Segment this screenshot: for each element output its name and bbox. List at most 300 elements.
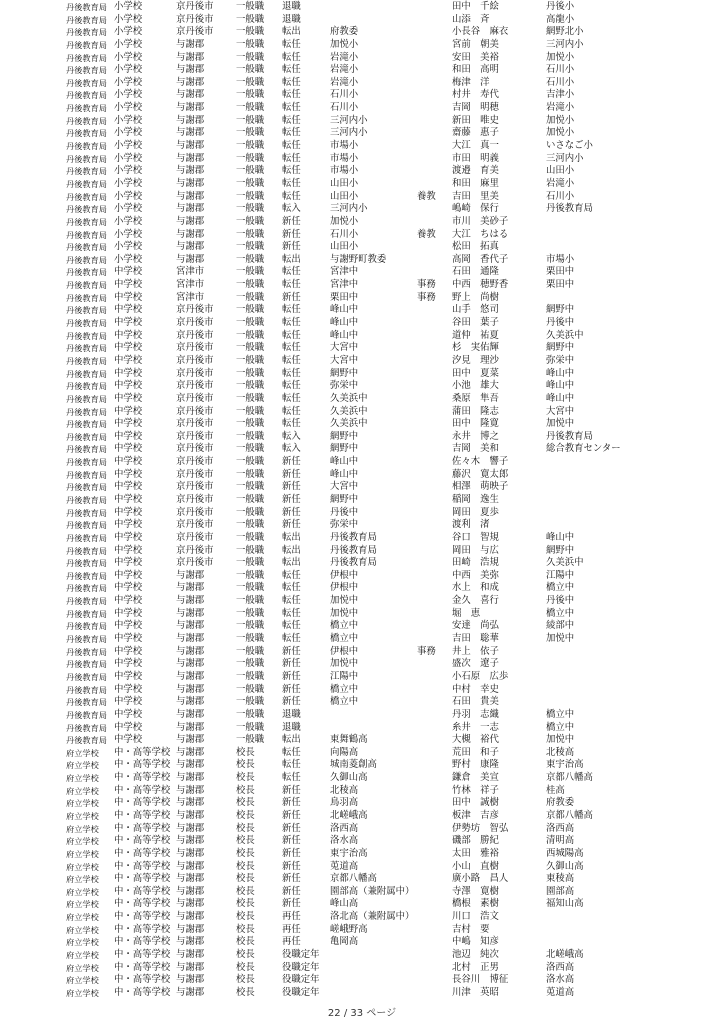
cell-person-name: 小長谷 麻衣: [452, 26, 509, 38]
cell-job-type: 一般職: [236, 607, 265, 619]
cell-office: 府立学校: [66, 785, 99, 796]
cell-school-type: 中・高等学校: [114, 873, 171, 885]
cell-transfer-type: 転任: [282, 266, 301, 278]
cell-transfer-type: 転任: [282, 595, 301, 607]
cell-school-type: 中・高等学校: [114, 772, 171, 784]
cell-office: 丹後教育局: [66, 153, 107, 164]
table-row: [0, 304, 724, 317]
table-row: [0, 861, 724, 874]
cell-office: 丹後教育局: [66, 318, 107, 329]
cell-role: 養教: [417, 190, 436, 202]
cell-office: 丹後教育局: [66, 77, 107, 88]
cell-new-post: 加悦小: [330, 38, 359, 50]
cell-office: 丹後教育局: [66, 532, 107, 543]
cell-municipality: 与謝郡: [176, 102, 205, 114]
cell-transfer-type: 転出: [282, 544, 301, 556]
cell-school-type: 中・高等学校: [114, 961, 171, 973]
cell-transfer-type: 新任: [282, 670, 301, 682]
cell-office: 丹後教育局: [66, 621, 107, 632]
cell-person-name: 中西 穂野香: [452, 279, 509, 291]
cell-job-type: 一般職: [236, 506, 265, 518]
cell-municipality: 宮津市: [176, 266, 205, 278]
cell-school-type: 中学校: [114, 696, 143, 708]
cell-school-type: 中・高等学校: [114, 860, 171, 872]
table-row: [0, 330, 724, 343]
cell-person-name: 大槻 裕代: [452, 734, 499, 746]
cell-previous-post: 弥栄中: [546, 354, 575, 366]
cell-municipality: 京丹後市: [176, 13, 214, 25]
cell-person-name: 梅津 洋: [452, 76, 490, 88]
cell-school-type: 中・高等学校: [114, 784, 171, 796]
cell-person-name: 松田 拓真: [452, 241, 499, 253]
cell-school-type: 中学校: [114, 683, 143, 695]
cell-job-type: 一般職: [236, 76, 265, 88]
cell-transfer-type: 転任: [282, 127, 301, 139]
cell-person-name: 小石原 広歩: [452, 670, 509, 682]
cell-new-post: 洛北高（兼附属中）: [330, 911, 415, 923]
cell-person-name: 安達 尚弘: [452, 620, 499, 632]
cell-new-post: 三河内小: [330, 114, 368, 126]
cell-school-type: 中・高等学校: [114, 810, 171, 821]
table-row: [0, 64, 724, 77]
cell-person-name: 廣小路 昌人: [452, 873, 509, 885]
cell-transfer-type: 転任: [282, 405, 301, 417]
cell-school-type: 中学校: [114, 317, 143, 329]
cell-job-type: 一般職: [236, 317, 265, 329]
cell-previous-post: 橋立中: [546, 582, 575, 594]
table-row: [0, 532, 724, 545]
cell-job-type: 一般職: [236, 1, 265, 12]
cell-transfer-type: 新任: [282, 696, 301, 708]
cell-municipality: 与謝郡: [176, 203, 205, 215]
cell-transfer-type: 転任: [282, 165, 301, 177]
cell-new-post: 橋立中: [330, 683, 359, 695]
cell-new-post: 峰山中: [330, 456, 359, 468]
cell-transfer-type: 退職: [282, 721, 301, 733]
cell-job-type: 一般職: [236, 696, 265, 708]
cell-municipality: 与謝郡: [176, 51, 205, 63]
cell-person-name: 丹羽 志織: [452, 708, 499, 720]
cell-transfer-type: 転任: [282, 392, 301, 404]
cell-new-post: 橋立中: [330, 696, 359, 708]
table-row: [0, 507, 724, 520]
cell-person-name: 石田 貴美: [452, 696, 499, 708]
cell-school-type: 中学校: [114, 531, 143, 543]
table-row: [0, 962, 724, 975]
cell-school-type: 中学校: [114, 569, 143, 581]
cell-person-name: 中西 美弥: [452, 569, 499, 581]
cell-person-name: 宮前 朝美: [452, 38, 499, 50]
cell-job-type: 一般職: [236, 734, 265, 746]
cell-school-type: 中・高等学校: [114, 974, 171, 986]
cell-job-type: 一般職: [236, 228, 265, 240]
cell-person-name: 北村 正男: [452, 961, 499, 973]
cell-school-type: 中学校: [114, 443, 143, 455]
cell-job-type: 一般職: [236, 367, 265, 379]
cell-transfer-type: 新任: [282, 468, 301, 480]
cell-previous-post: 久美浜中: [546, 557, 584, 569]
cell-job-type: 校長: [236, 746, 255, 758]
cell-new-post: 丹後教育局: [330, 544, 377, 556]
cell-new-post: 山田小: [330, 177, 359, 189]
cell-previous-post: 岩滝小: [546, 177, 575, 189]
cell-municipality: 与謝郡: [176, 835, 205, 847]
cell-previous-post: 加悦中: [546, 633, 575, 645]
cell-person-name: 新田 唯史: [452, 114, 499, 126]
cell-school-type: 中・高等学校: [114, 936, 171, 948]
table-row: [0, 987, 724, 1000]
cell-school-type: 小学校: [114, 127, 143, 139]
table-row: [0, 191, 724, 204]
cell-job-type: 一般職: [236, 468, 265, 480]
cell-job-type: 校長: [236, 974, 255, 986]
cell-person-name: 橋根 素樹: [452, 898, 499, 910]
cell-role: 事務: [417, 279, 436, 291]
cell-previous-post: 網野北小: [546, 26, 584, 38]
cell-new-post: 網野中: [330, 443, 359, 455]
cell-office: 丹後教育局: [66, 709, 107, 720]
cell-office: 府立学校: [66, 975, 99, 986]
table-row: [0, 178, 724, 191]
cell-person-name: 藤沢 寛太郎: [452, 468, 509, 480]
cell-office: 丹後教育局: [66, 141, 107, 152]
table-row: [0, 924, 724, 937]
cell-job-type: 校長: [236, 797, 255, 809]
cell-previous-post: 市場小: [546, 253, 575, 265]
cell-office: 府立学校: [66, 811, 99, 821]
cell-person-name: 村井 寿代: [452, 89, 499, 101]
cell-person-name: 谷田 葉子: [452, 317, 499, 329]
cell-transfer-type: 新任: [282, 456, 301, 468]
cell-person-name: 中村 幸史: [452, 683, 499, 695]
cell-person-name: 鎌倉 美宣: [452, 772, 499, 784]
cell-municipality: 宮津市: [176, 291, 205, 303]
cell-school-type: 中学校: [114, 721, 143, 733]
cell-office: 丹後教育局: [66, 103, 107, 114]
cell-school-type: 小学校: [114, 1, 143, 12]
cell-office: 丹後教育局: [66, 27, 107, 38]
cell-person-name: 水上 和成: [452, 582, 499, 594]
cell-municipality: 京丹後市: [176, 493, 214, 505]
cell-municipality: 京丹後市: [176, 329, 214, 341]
cell-person-name: 荒田 和子: [452, 746, 499, 758]
cell-person-name: 石田 通隆: [452, 266, 499, 278]
cell-new-post: 莵道高: [330, 860, 359, 872]
cell-person-name: 田中 隆寛: [452, 418, 499, 430]
cell-person-name: 吉村 要: [452, 923, 490, 935]
cell-person-name: 市田 明義: [452, 152, 499, 164]
cell-new-post: 石川小: [330, 89, 359, 101]
cell-new-post: 久美浜中: [330, 405, 368, 417]
cell-municipality: 京丹後市: [176, 481, 214, 493]
cell-transfer-type: 新任: [282, 493, 301, 505]
cell-person-name: 齋藤 惠子: [452, 127, 499, 139]
cell-school-type: 小学校: [114, 215, 143, 227]
cell-person-name: 堀 恵: [452, 607, 481, 619]
cell-previous-post: 丹後教育局: [546, 430, 593, 442]
cell-transfer-type: 転任: [282, 140, 301, 152]
table-row: [0, 545, 724, 558]
cell-job-type: 校長: [236, 949, 255, 961]
cell-job-type: 一般職: [236, 177, 265, 189]
table-row: [0, 431, 724, 444]
cell-new-post: 園部高（兼附属中）: [330, 885, 415, 897]
cell-school-type: 中学校: [114, 493, 143, 505]
cell-transfer-type: 転任: [282, 759, 301, 771]
cell-office: 府立学校: [66, 836, 99, 847]
cell-new-post: 亀岡高: [330, 936, 359, 948]
cell-transfer-type: 転任: [282, 64, 301, 76]
cell-job-type: 一般職: [236, 519, 265, 531]
table-row: [0, 785, 724, 798]
cell-job-type: 一般職: [236, 443, 265, 455]
cell-job-type: 一般職: [236, 670, 265, 682]
table-row: [0, 39, 724, 52]
cell-previous-post: 丹後中: [546, 595, 575, 607]
cell-office: 丹後教育局: [66, 608, 107, 619]
cell-transfer-type: 新任: [282, 847, 301, 859]
cell-school-type: 小学校: [114, 228, 143, 240]
cell-transfer-type: 新任: [282, 291, 301, 303]
cell-transfer-type: 新任: [282, 885, 301, 897]
cell-new-post: 加悦中: [330, 595, 359, 607]
cell-office: 丹後教育局: [66, 545, 107, 556]
cell-school-type: 小学校: [114, 51, 143, 63]
cell-office: 丹後教育局: [66, 191, 107, 202]
cell-municipality: 与謝郡: [176, 949, 205, 961]
cell-transfer-type: 新任: [282, 835, 301, 847]
cell-person-name: 寺澤 寛樹: [452, 885, 499, 897]
cell-job-type: 一般職: [236, 569, 265, 581]
cell-municipality: 与謝郡: [176, 620, 205, 632]
cell-transfer-type: 転任: [282, 582, 301, 594]
cell-municipality: 与謝郡: [176, 64, 205, 76]
cell-office: 丹後教育局: [66, 671, 107, 682]
cell-school-type: 小学校: [114, 26, 143, 38]
cell-office: 丹後教育局: [66, 583, 107, 594]
table-row: [0, 646, 724, 659]
cell-previous-post: 加悦中: [546, 734, 575, 746]
cell-new-post: 山田小: [330, 241, 359, 253]
table-row: [0, 127, 724, 140]
cell-school-type: 中学校: [114, 519, 143, 531]
cell-transfer-type: 転出: [282, 557, 301, 569]
table-row: [0, 368, 724, 381]
cell-new-post: 東舞鶴高: [330, 734, 368, 746]
cell-new-post: 橋立中: [330, 633, 359, 645]
cell-municipality: 与謝郡: [176, 746, 205, 758]
cell-municipality: 与謝郡: [176, 645, 205, 657]
table-row: [0, 797, 724, 810]
cell-new-post: 鳥羽高: [330, 797, 359, 809]
cell-office: 丹後教育局: [66, 684, 107, 695]
cell-previous-post: 丹後小: [546, 1, 575, 12]
cell-school-type: 中学校: [114, 595, 143, 607]
cell-previous-post: 石川小: [546, 64, 575, 76]
table-row: [0, 216, 724, 229]
cell-new-post: 向陽高: [330, 746, 359, 758]
table-row: [0, 266, 724, 279]
cell-new-post: 伊根中: [330, 569, 359, 581]
cell-job-type: 校長: [236, 860, 255, 872]
cell-new-post: 久美浜中: [330, 418, 368, 430]
cell-new-post: 加悦中: [330, 607, 359, 619]
cell-municipality: 与謝郡: [176, 772, 205, 784]
cell-job-type: 一般職: [236, 392, 265, 404]
table-row: [0, 823, 724, 836]
cell-transfer-type: 新任: [282, 683, 301, 695]
cell-job-type: 一般職: [236, 190, 265, 202]
cell-transfer-type: 転出: [282, 26, 301, 38]
cell-transfer-type: 転任: [282, 38, 301, 50]
cell-school-type: 中学校: [114, 266, 143, 278]
cell-office: 丹後教育局: [66, 520, 107, 531]
table-row: [0, 279, 724, 292]
cell-previous-post: 岩滝小: [546, 102, 575, 114]
cell-transfer-type: 転任: [282, 152, 301, 164]
cell-transfer-type: 新任: [282, 898, 301, 910]
cell-job-type: 一般職: [236, 64, 265, 76]
cell-transfer-type: 転任: [282, 177, 301, 189]
cell-municipality: 京丹後市: [176, 405, 214, 417]
cell-new-post: 京都八幡高: [330, 873, 377, 885]
cell-transfer-type: 転任: [282, 76, 301, 88]
cell-office: 丹後教育局: [66, 292, 107, 303]
cell-new-post: 城南菱創高: [330, 759, 377, 771]
cell-job-type: 一般職: [236, 544, 265, 556]
cell-school-type: 小学校: [114, 140, 143, 152]
cell-person-name: 野村 康隆: [452, 759, 499, 771]
cell-previous-post: 橋立中: [546, 607, 575, 619]
cell-office: 府立学校: [66, 798, 99, 809]
cell-transfer-type: 新任: [282, 873, 301, 885]
cell-office: 丹後教育局: [66, 65, 107, 76]
cell-previous-post: 洛西高: [546, 822, 575, 834]
cell-school-type: 中学校: [114, 380, 143, 392]
cell-previous-post: 石川小: [546, 190, 575, 202]
cell-transfer-type: 転任: [282, 367, 301, 379]
cell-new-post: 府教委: [330, 26, 359, 38]
cell-person-name: 池辺 純次: [452, 949, 499, 961]
cell-school-type: 中学校: [114, 291, 143, 303]
cell-previous-post: 橋立中: [546, 708, 575, 720]
cell-school-type: 小学校: [114, 253, 143, 265]
cell-transfer-type: 転任: [282, 418, 301, 430]
table-row: [0, 494, 724, 507]
cell-job-type: 一般職: [236, 531, 265, 543]
cell-transfer-type: 転任: [282, 114, 301, 126]
cell-municipality: 京丹後市: [176, 380, 214, 392]
cell-school-type: 中学校: [114, 418, 143, 430]
cell-school-type: 小学校: [114, 89, 143, 101]
cell-new-post: 大宮中: [330, 481, 359, 493]
cell-municipality: 京丹後市: [176, 418, 214, 430]
cell-job-type: 校長: [236, 835, 255, 847]
cell-person-name: 和田 高明: [452, 64, 499, 76]
cell-previous-post: 総合教育センター: [546, 443, 621, 455]
cell-municipality: 与謝郡: [176, 721, 205, 733]
cell-school-type: 中・高等学校: [114, 885, 171, 897]
table-row: [0, 14, 724, 27]
cell-school-type: 中学校: [114, 468, 143, 480]
cell-municipality: 与謝郡: [176, 253, 205, 265]
cell-transfer-type: 退職: [282, 708, 301, 720]
table-row: [0, 355, 724, 368]
cell-job-type: 一般職: [236, 418, 265, 430]
cell-office: 丹後教育局: [66, 115, 107, 126]
cell-new-post: 石川小: [330, 228, 359, 240]
cell-transfer-type: 新任: [282, 215, 301, 227]
cell-municipality: 与謝郡: [176, 228, 205, 240]
cell-previous-post: 桂高: [546, 784, 565, 796]
cell-new-post: 市場小: [330, 165, 359, 177]
cell-municipality: 与謝郡: [176, 873, 205, 885]
table-row: [0, 380, 724, 393]
cell-office: 丹後教育局: [66, 646, 107, 657]
cell-municipality: 与謝郡: [176, 683, 205, 695]
cell-school-type: 中・高等学校: [114, 746, 171, 758]
cell-previous-post: 三河内小: [546, 152, 584, 164]
cell-transfer-type: 役職定年: [282, 949, 320, 961]
cell-new-post: 峰山高: [330, 898, 359, 910]
cell-new-post: 伊根中: [330, 582, 359, 594]
cell-new-post: 加悦小: [330, 215, 359, 227]
cell-previous-post: 京都八幡高: [546, 772, 593, 784]
cell-transfer-type: 再任: [282, 911, 301, 923]
cell-previous-post: 清明高: [546, 835, 575, 847]
cell-school-type: 中学校: [114, 367, 143, 379]
cell-job-type: 一般職: [236, 102, 265, 114]
cell-municipality: 与謝郡: [176, 127, 205, 139]
cell-office: 丹後教育局: [66, 305, 107, 316]
cell-school-type: 中学校: [114, 329, 143, 341]
table-row: [0, 936, 724, 949]
cell-job-type: 一般職: [236, 279, 265, 291]
cell-office: 府立学校: [66, 962, 99, 973]
cell-office: 丹後教育局: [66, 178, 107, 189]
cell-job-type: 一般職: [236, 557, 265, 569]
cell-person-name: 市川 美砂子: [452, 215, 509, 227]
cell-new-post: 山田小: [330, 190, 359, 202]
cell-office: 丹後教育局: [66, 596, 107, 607]
cell-municipality: 京丹後市: [176, 304, 214, 316]
cell-office: 府立学校: [66, 886, 99, 897]
cell-office: 丹後教育局: [66, 216, 107, 227]
cell-previous-post: 府教委: [546, 797, 575, 809]
cell-transfer-type: 新任: [282, 658, 301, 670]
cell-municipality: 与謝郡: [176, 923, 205, 935]
cell-previous-post: 北稜高: [546, 746, 575, 758]
cell-municipality: 京丹後市: [176, 519, 214, 531]
cell-transfer-type: 新任: [282, 481, 301, 493]
table-row: [0, 519, 724, 532]
cell-job-type: 一般職: [236, 430, 265, 442]
cell-job-type: 一般職: [236, 140, 265, 152]
cell-job-type: 一般職: [236, 152, 265, 164]
cell-job-type: 一般職: [236, 342, 265, 354]
table-row: [0, 456, 724, 469]
cell-school-type: 小学校: [114, 102, 143, 114]
cell-municipality: 与謝郡: [176, 986, 205, 998]
page-number: 22 / 33 ページ: [327, 1008, 397, 1019]
cell-previous-post: 加悦小: [546, 127, 575, 139]
cell-job-type: 一般職: [236, 291, 265, 303]
cell-school-type: 中・高等学校: [114, 986, 171, 998]
cell-new-post: 嵯峨野高: [330, 923, 368, 935]
cell-municipality: 与謝郡: [176, 582, 205, 594]
cell-new-post: 宮津中: [330, 279, 359, 291]
cell-job-type: 一般職: [236, 481, 265, 493]
